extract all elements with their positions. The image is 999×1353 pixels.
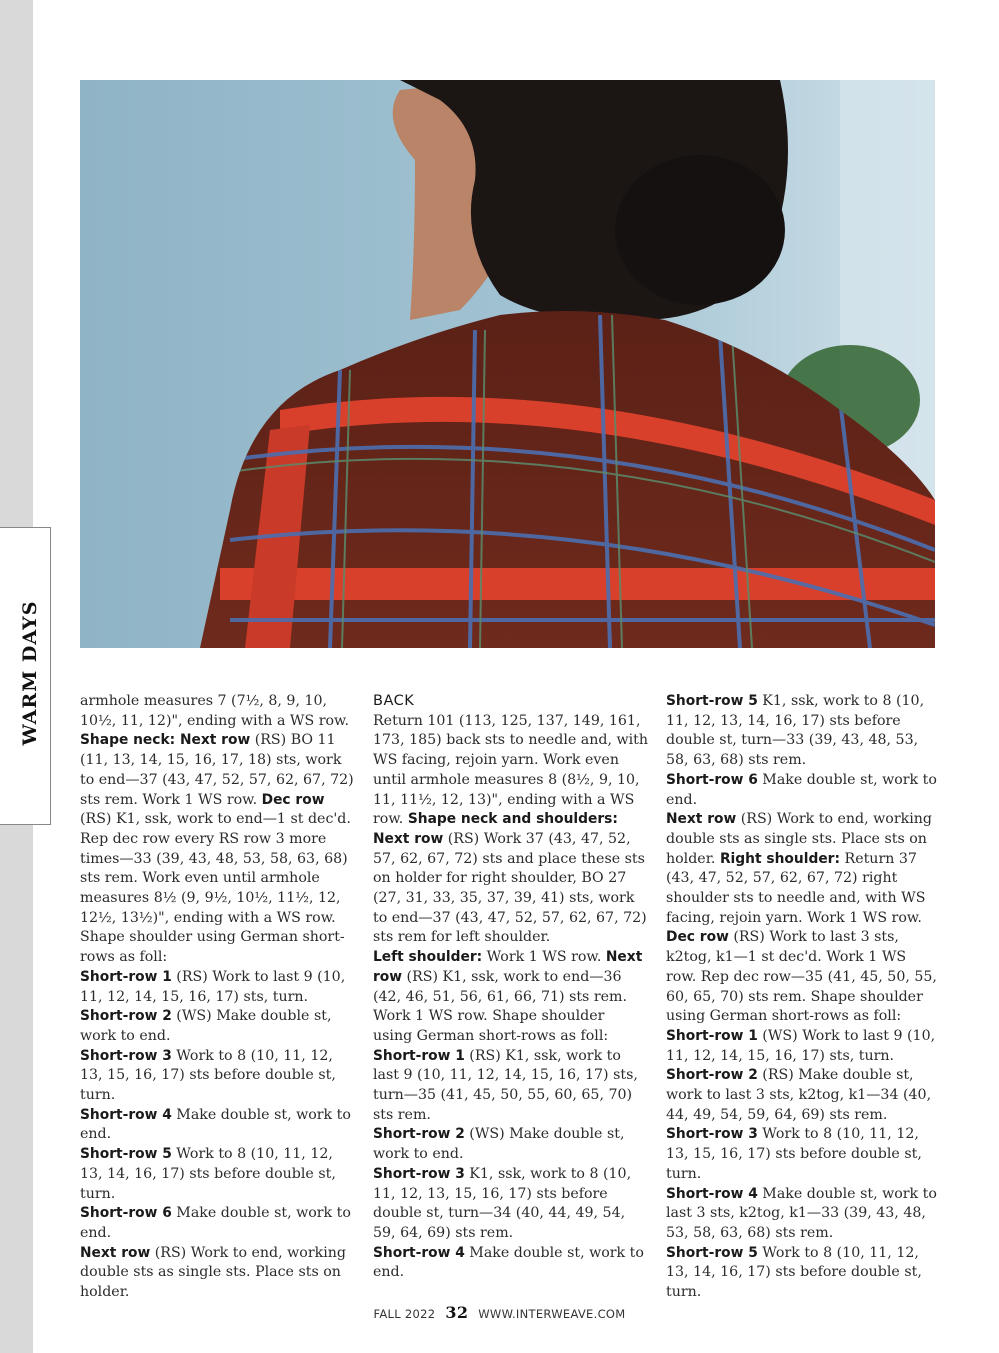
short-row-3: Short-row 3 Work to 8 (10, 11, 12, 13, 15, 16, 17) sts before double st, turn. [666, 1126, 922, 1182]
paragraph-right-shoulder: Next row (RS) Work to end, working double sts as single sts. Place sts on holder. Right shoulder: Return 37 (43, 47, 52, 57, 62, 67, 72) right shoulder sts to needle and, with WS facing, rejoin yarn. Work 1 WS row. Dec row (RS) Work to last 3 sts, k2tog, k1—1 st dec'd. Work 1 WS row. Rep dec row—35 (41, 45, 50, 55, 60, 65, 70) sts rem. Shape shoulder using German short-rows as foll: [666, 811, 937, 1025]
next-row: Next row (RS) Work to end, working double sts as single sts. Place sts on holder. [80, 1244, 346, 1301]
page-footer [0, 1303, 999, 1322]
footer-issue: FALL 2022 [373, 1307, 436, 1321]
short-row-5: Short-row 5 Work to 8 (10, 11, 12, 13, 14, 16, 17) sts before double st, turn. [80, 1146, 336, 1202]
page-number: 32 [445, 1303, 469, 1322]
paragraph: Return 101 (113, 125, 137, 149, 161, 173, 185) back sts to needle and, with WS facing, rejoin yarn. Work even until armhole measures 8 (8½, 9, 10, 11, 11½, 12, 13)", ending with a WS row. Shape neck and shoulders: Next row (RS) Work 37 (43, 47, 52, 57, 62, 67, 72) sts and place these sts on holder for right shoulder, BO 27 (27, 31, 33, 35, 37, 39, 41) sts, work to end—37 (43, 47, 52, 57, 62, 67, 72) sts rem for left shoulder. [373, 712, 649, 946]
short-row-1: Short-row 1 (RS) K1, ssk, work to last 9 (10, 11, 12, 14, 15, 16, 17) sts, turn—35 (41, 45, 50, 55, 60, 65, 70) sts rem. [373, 1047, 638, 1123]
short-row-4: Short-row 4 Make double st, work to end. [80, 1106, 351, 1143]
footer-url: WWW.INTERWEAVE.COM [478, 1307, 626, 1321]
short-row-1: Short-row 1 (WS) Work to last 9 (10, 11, 12, 14, 15, 16, 17) sts, turn. [666, 1027, 936, 1064]
short-row-4: Short-row 4 Make double st, work to end. [373, 1244, 644, 1281]
short-row-5: Short-row 5 Work to 8 (10, 11, 12, 13, 14, 16, 17) sts before double st, turn. [666, 1244, 922, 1301]
short-row-1: Short-row 1 (RS) Work to last 9 (10, 11, 12, 14, 15, 16, 17) sts, turn. [80, 968, 346, 1005]
plaid-sweater-photo [80, 80, 935, 648]
short-row-6: Short-row 6 Make double st, work to end. [666, 771, 937, 808]
short-row-3: Short-row 3 K1, ssk, work to 8 (10, 11, 12, 13, 15, 16, 17) sts before double st, turn—34 (40, 44, 49, 54, 59, 64, 69) sts rem. [373, 1165, 632, 1241]
paragraph: armhole measures 7 (7½, 8, 9, 10, 10½, 11, 12)", ending with a WS row. Shape neck: Next row (RS) BO 11 (11, 13, 14, 15, 16, 17, 18) sts, work to end—37 (43, 47, 52, 57, 62, 67, 72) sts rem. Work 1 WS row. Dec row (RS) K1, ssk, work to end—1 st dec'd. Rep dec row every RS row 3 more times—33 (39, 43, 48, 53, 58, 63, 68) sts rem. Work even until armhole measures 8½ (9, 9½, 10½, 11½, 12, 12½, 13½)", ending with a WS row. Shape shoulder using German short-rows as foll: [80, 693, 354, 966]
short-row-2: Short-row 2 (WS) Make double st, work to end. [80, 1008, 332, 1044]
text-column-3 [666, 692, 938, 1303]
section-heading-back: BACK [373, 693, 415, 709]
section-tab-label: WARM DAYS [19, 600, 41, 746]
text-column-2 [373, 692, 648, 1283]
short-row-3: Short-row 3 Work to 8 (10, 11, 12, 13, 15, 16, 17) sts before double st, turn. [80, 1047, 336, 1104]
text-column-1 [80, 692, 355, 1303]
short-row-6: Short-row 6 Make double st, work to end. [80, 1205, 351, 1241]
section-tab [0, 527, 51, 825]
paragraph-left-shoulder: Left shoulder: Work 1 WS row. Next row (RS) K1, ssk, work to end—36 (42, 46, 51, 56, 61, 66, 71) sts rem. Work 1 WS row. Shape shoulder using German short-rows as foll: [373, 949, 643, 1044]
short-row-2: Short-row 2 (WS) Make double st, work to end. [373, 1126, 625, 1163]
short-row-4: Short-row 4 Make double st, work to last 3 sts, k2tog, k1—33 (39, 43, 48, 53, 58, 63, 68) sts rem. [666, 1185, 937, 1241]
short-row-2: Short-row 2 (RS) Make double st, work to last 3 sts, k2tog, k1—34 (40, 44, 49, 54, 59, 64, 69) sts rem. [666, 1067, 932, 1123]
short-row-5: Short-row 5 K1, ssk, work to 8 (10, 11, 12, 13, 14, 16, 17) sts before double st, turn—33 (39, 43, 48, 53, 58, 63, 68) sts rem. [666, 693, 925, 769]
